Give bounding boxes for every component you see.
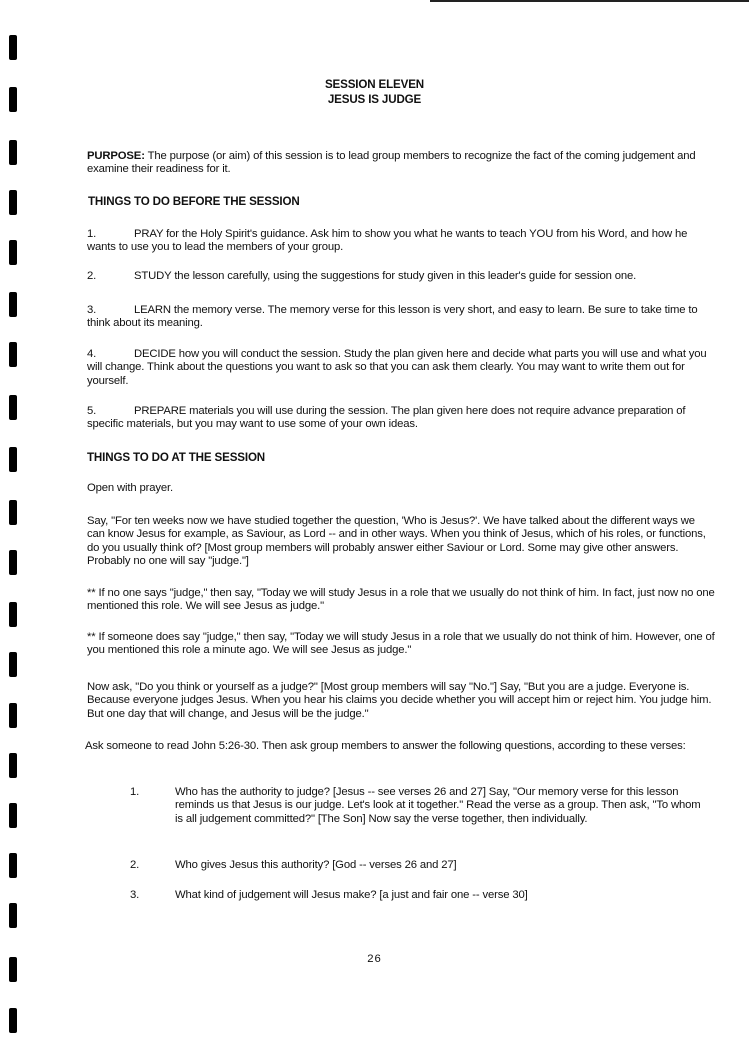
item-number: 5. [87,405,97,417]
purpose-paragraph [87,150,715,177]
before-item-5 [87,405,715,432]
at-paragraph-1: Open with prayer. [87,482,173,494]
binding-hole-mark [9,753,17,778]
item-text: DECIDE how you will conduct the session. Study the plan given here and decide what parts you will use and what you will change. Think about the questions you want to ask so that you can ask them clearly. You may want to write them out for yourself. [87,348,707,387]
binding-hole-mark [9,35,17,60]
binding-hole-mark [9,292,17,317]
session-number: SESSION ELEVEN [324,78,425,91]
at-heading: THINGS TO DO AT THE SESSION [87,451,266,464]
question-number: 1. [130,786,140,798]
at-paragraph-6: Ask someone to read John 5:26-30. Then ask group members to answer the following questions, according to these verses: [85,740,686,752]
question-text: Who has the authority to judge? [Jesus -- see verses 26 and 27] Say, "Our memory verse for this lesson reminds us that Jesus is our judge. Let's look at it together." Read the verse as a group. Then ask, "To whom is all judgement committed?" [The Son] Now say the verse together, then individually. [175,786,701,825]
binding-hole-mark [9,602,17,627]
binding-hole-mark [9,703,17,728]
scan-edge-line [430,0,749,2]
binding-hole-mark [9,240,17,265]
binding-hole-mark [9,853,17,878]
question-number: 2. [130,859,140,871]
before-item-4 [87,348,715,388]
at-paragraph-4: ** If someone does say "judge," then say, "Today we will study Jesus in a role that we usually do not think of him. However, one of you mentioned this role a minute ago. We will see Jesus as judge." [87,631,715,657]
binding-hole-mark [9,803,17,828]
purpose-label: PURPOSE: [87,150,145,162]
item-number: 3. [87,304,97,316]
binding-hole-mark [9,140,17,165]
at-paragraph-2: Say, "For ten weeks now we have studied together the question, 'Who is Jesus?'. We have talked about the different ways we can know Jesus for example, as Saviour, as Lord -- and in other ways. When you think of Jesus, which of his roles, or functions, do you usually think of? [Most group members will probably answer either Saviour or Lord. Some may give other answers. Probably no one will say "judge."] [87,515,706,568]
item-text: LEARN the memory verse. The memory verse for this lesson is very short, and easy to learn. Be sure to take time to think about its meaning. [87,304,698,330]
binding-hole-mark [9,1008,17,1033]
session-title: JESUS IS JUDGE [327,93,422,106]
binding-hole-mark [9,447,17,472]
question-text: What kind of judgement will Jesus make? [a just and fair one -- verse 30] [175,889,528,901]
before-heading: THINGS TO DO BEFORE THE SESSION [88,195,300,208]
binding-hole-mark [9,500,17,525]
binding-hole-mark [9,550,17,575]
before-item-3 [87,304,715,331]
before-item-1 [87,228,715,255]
binding-hole-mark [9,903,17,928]
binding-hole-mark [9,190,17,215]
binding-hole-mark [9,395,17,420]
purpose-text: The purpose (or aim) of this session is to lead group members to recognize the fact of the coming judgement and examine their readiness for it. [87,150,696,176]
item-number: 4. [87,348,97,360]
binding-hole-mark [9,342,17,367]
question-number: 3. [130,889,140,901]
at-paragraph-3: ** If no one says "judge," then say, "Today we will study Jesus in a role that we usually do not think of him. In fact, just now no one mentioned this role. We will see Jesus as judge." [87,587,715,613]
binding-hole-mark [9,652,17,677]
item-text: STUDY the lesson carefully, using the suggestions for study given in this leader's guide for session one. [134,270,637,282]
item-number: 2. [87,270,97,282]
at-paragraph-5: Now ask, "Do you think or yourself as a judge?" [Most group members will say "No."] Say, "But you are a judge. Everyone is. Because everyone judges Jesus. When you hear his claims you decide whether you will accept him or reject him. You judge him. But one day that will change, and Jesus will be the judge." [87,681,712,720]
item-number: 1. [87,228,97,240]
question-text: Who gives Jesus this authority? [God -- verses 26 and 27] [175,859,457,871]
page-number: 26 [367,953,382,965]
item-text: PREPARE materials you will use during the session. The plan given here does not require advance preparation of specific materials, but you may want to use some of your own ideas. [87,405,686,431]
item-text: PRAY for the Holy Spirit's guidance. Ask him to show you what he wants to teach YOU from his Word, and how he wants to use you to lead the members of your group. [87,228,688,254]
before-item-2 [87,270,715,283]
